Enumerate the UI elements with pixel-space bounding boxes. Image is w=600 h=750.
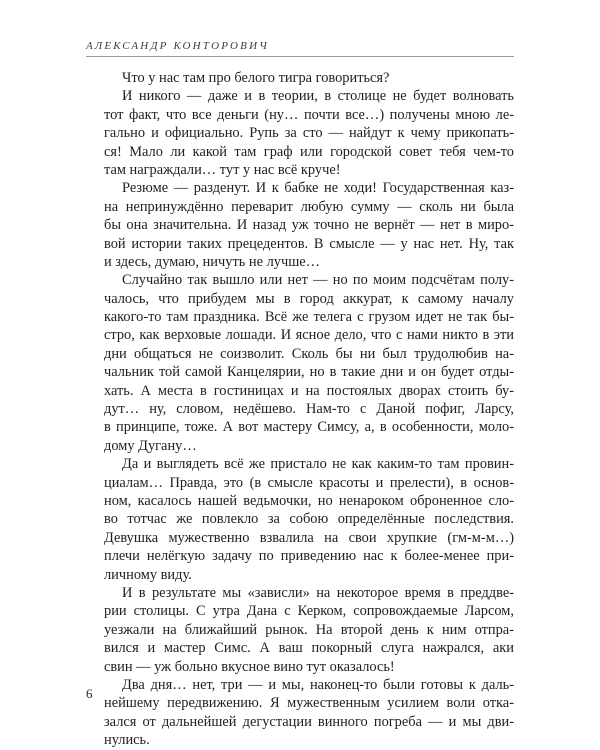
text-line: бы она значительна. И назад уж точно не вернёт — нет в миро- <box>104 217 514 234</box>
text-line: какого-то там праздника. Всё же телега с грузом идет не так бы- <box>104 309 514 326</box>
text-line: дут… ну, словом, недёшево. Нам-то с Даной пофиг, Ларсу, <box>104 401 514 418</box>
text-line: дому Дугану… <box>104 437 197 454</box>
text-line: нейшему передвижению. Я мужественным усилием воли отка- <box>104 695 514 712</box>
text-line: вой истории таких прецедентов. В смысле — у нас нет. Ну, так <box>104 235 514 252</box>
paragraph-4 <box>86 271 514 455</box>
text-line: стро, как верховые лошади. И ясное дело, что с нами никто в эти <box>104 327 514 344</box>
text-line: ся! Мало ли какой там граф или городской совет тебя чем-то <box>104 143 514 160</box>
text-line: Резюме — разденут. И к бабке не ходи! Государственная каз- <box>122 180 514 197</box>
text-line: рии столицы. С утра Дана с Керком, сопровождаемые Ларсом, <box>104 603 514 620</box>
text-line: уезжали на ближайший рынок. На второй день к ним отпра- <box>104 621 514 638</box>
text-line: ном, касалось нашей ведьмочки, но ненароком оброненное сло- <box>104 492 514 509</box>
paragraph-2 <box>86 87 514 179</box>
text-line: зался от дальнейшей дегустации винного погреба — и мы дви- <box>104 713 514 730</box>
text-line: тот факт, что все деньги (ну… почти все…) получены мною ле- <box>104 106 514 123</box>
text-line: в принципе, тоже. А вот мастеру Симсу, а, в особенности, моло- <box>104 419 514 436</box>
text-line: и здесь, думаю, ничуть не лучше… <box>104 253 321 270</box>
text-line: Случайно так вышло или нет — но по моим подсчётам полу- <box>122 272 514 289</box>
text-line: нулись. <box>104 732 150 749</box>
text-line: И никого — даже и в теории, в столице не будет волновать <box>122 88 514 105</box>
paragraph-1 <box>86 69 514 87</box>
text-line: гально и официально. Рупь за сто — найдут к чему прикопать- <box>104 125 514 142</box>
text-line: дни общаться не соизволит. Сколь бы ни был трудолюбив на- <box>104 345 514 362</box>
body-text <box>86 69 514 749</box>
text-line: Да и выглядеть всё же пристало не как каким-то там провин- <box>122 456 514 473</box>
paragraph-6 <box>86 584 514 676</box>
text-line: плечи нелёгкую задачу по приведению нас к более-менее при- <box>104 548 514 565</box>
text-line: чальник той самой Канцелярии, но в такие дни и он будет отды- <box>104 364 514 381</box>
text-line: вился и мастер Симс. А ваш покорный слуга нажрался, аки <box>104 640 514 657</box>
text-line: свин — уж больно вкусное вино тут оказалось! <box>104 658 395 675</box>
text-line: хать. А места в гостиницах и на постоялых дворах стоить бу- <box>104 382 514 399</box>
text-line: личному виду. <box>104 566 192 583</box>
paragraph-5 <box>86 455 514 584</box>
text-line: Что у нас там про белого тигра говориться? <box>122 70 390 86</box>
text-line: чалось, что прибудем мы в город аккурат, к самому началу <box>104 290 514 307</box>
text-line: И в результате мы «зависли» на некоторое время в преддве- <box>122 584 514 601</box>
text-line: там награждали… тут у нас всё круче! <box>104 161 341 178</box>
header-rule <box>86 56 514 57</box>
paragraph-3 <box>86 179 514 271</box>
text-line: Девушка мужественно взвалила на свои хрупкие (гм-м-м…) <box>104 529 514 546</box>
paragraph-7 <box>86 676 514 750</box>
page-number: 6 <box>86 686 93 701</box>
text-line: во тотчас же повлекло за собою определённые последствия. <box>104 511 514 528</box>
text-line: циалам… Правда, это (в смысле красоты и прелести), в основ- <box>104 474 514 491</box>
running-head-author: АЛЕКСАНДР КОНТОРОВИЧ <box>86 40 270 52</box>
text-line: Два дня… нет, три — и мы, наконец-то были готовы к даль- <box>122 676 514 693</box>
text-line: на непринуждённо переварит любую сумму — сколь ни была <box>104 198 514 215</box>
